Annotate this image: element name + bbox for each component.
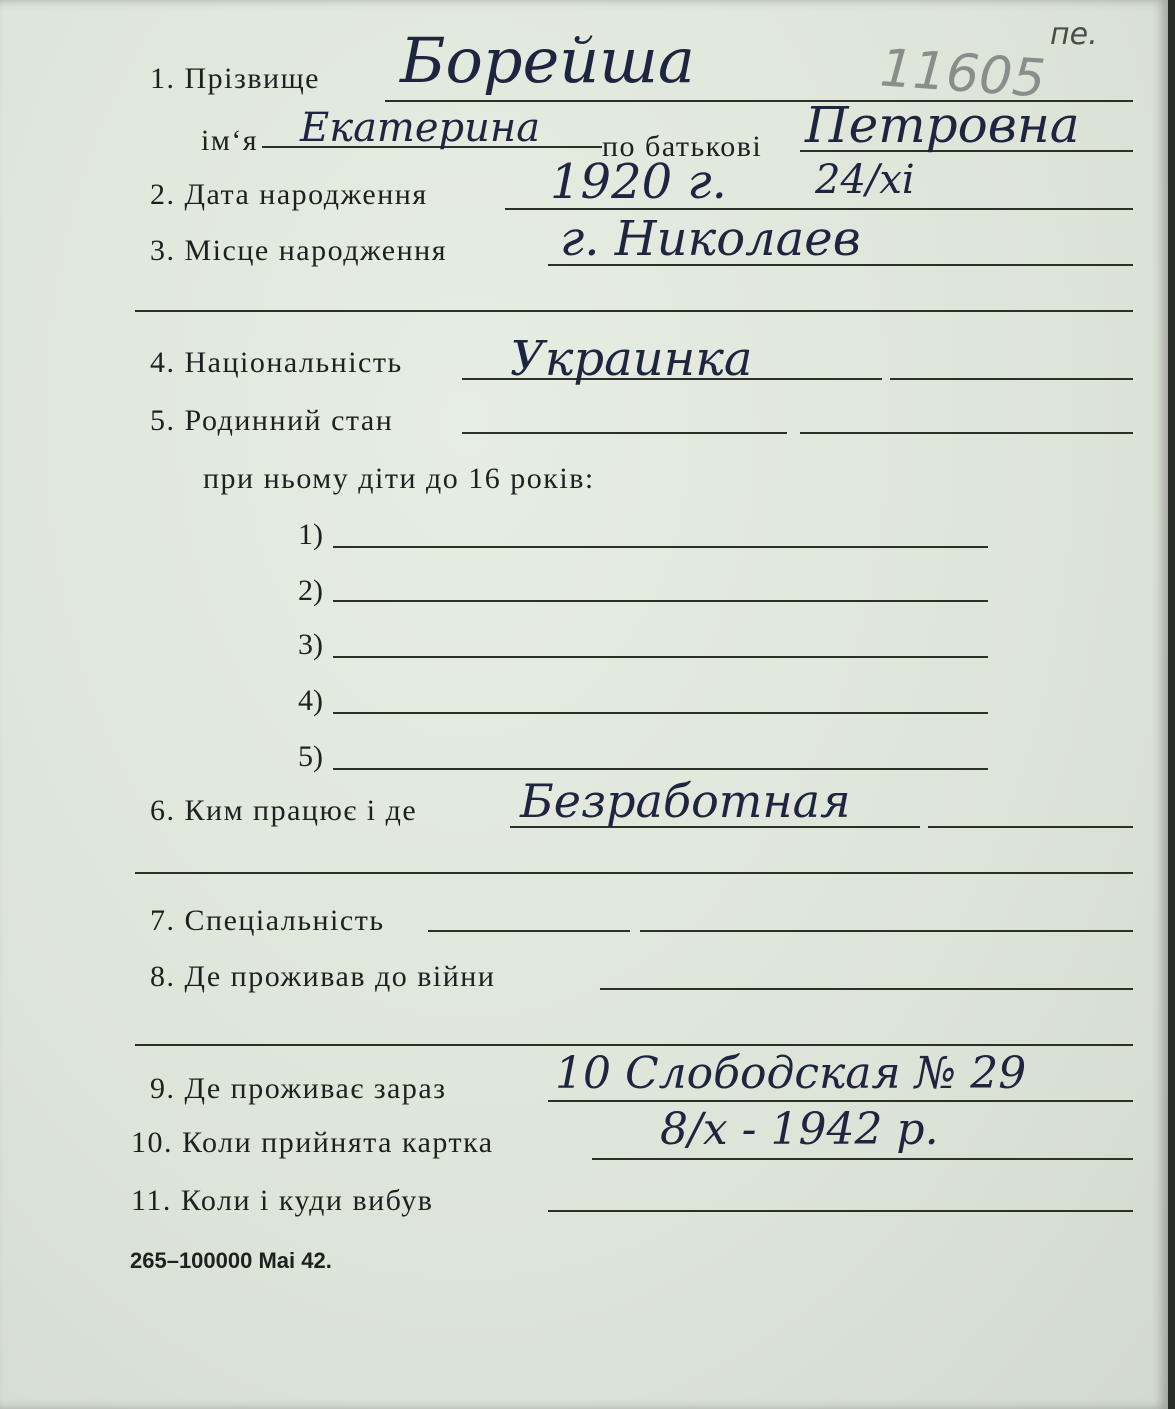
birth-date-day: 24/xi bbox=[815, 157, 915, 203]
work-line-3 bbox=[135, 872, 1133, 874]
departure-line bbox=[548, 1210, 1133, 1212]
birth-date-label: 2. Дата народження bbox=[150, 178, 428, 211]
specialty-line-2 bbox=[640, 930, 1133, 932]
birth-date-year: 1920 г. bbox=[550, 154, 727, 210]
current-residence-label: 9. Де проживає зараз bbox=[150, 1072, 447, 1105]
prewar-residence-line bbox=[600, 988, 1133, 990]
patronymic-label: по батькові bbox=[602, 130, 763, 163]
specialty-label: 7. Спеціальність bbox=[150, 904, 385, 937]
child-1-label: 1) bbox=[298, 518, 323, 551]
birth-place-line-2 bbox=[135, 310, 1133, 312]
pencil-note: пе. bbox=[1050, 17, 1098, 52]
birth-place-value: г. Николаев bbox=[560, 211, 861, 267]
surname-value: Борейша bbox=[400, 24, 695, 97]
work-value: Безработная bbox=[520, 774, 851, 828]
current-residence-value: 10 Слободская № 29 bbox=[555, 1048, 1027, 1099]
child-5-label: 5) bbox=[298, 740, 323, 773]
family-status-line-2 bbox=[800, 432, 1133, 434]
prewar-residence-label: 8. Де проживав до війни bbox=[150, 960, 496, 993]
patronymic-value: Петровна bbox=[805, 96, 1080, 154]
first-name-value: Екатерина bbox=[300, 105, 541, 151]
print-code: 265–100000 Mai 42. bbox=[130, 1248, 332, 1273]
card-accepted-label: 10. Коли прийнята картка bbox=[131, 1126, 494, 1159]
child-3-label: 3) bbox=[298, 628, 323, 661]
birth-place-label: 3. Місце народження bbox=[150, 234, 448, 267]
child-3-line bbox=[333, 656, 988, 658]
specialty-line bbox=[428, 930, 630, 932]
work-label: 6. Ким працює і де bbox=[150, 794, 418, 827]
surname-label: 1. Прізвище bbox=[150, 62, 320, 95]
nationality-label: 4. Національність bbox=[150, 346, 403, 379]
family-status-line bbox=[462, 432, 787, 434]
child-2-label: 2) bbox=[298, 574, 323, 607]
child-4-label: 4) bbox=[298, 684, 323, 717]
first-name-label: ім‘я bbox=[201, 124, 259, 157]
child-4-line bbox=[333, 712, 988, 714]
family-status-label: 5. Родинний стан bbox=[150, 404, 394, 437]
prewar-residence-line-2 bbox=[135, 1044, 1133, 1046]
nationality-line-2 bbox=[890, 378, 1133, 380]
child-1-line bbox=[333, 546, 988, 548]
work-line-2 bbox=[928, 826, 1133, 828]
nationality-value: Украинка bbox=[510, 331, 753, 387]
child-5-line bbox=[333, 768, 988, 770]
current-residence-line bbox=[548, 1100, 1133, 1102]
card-accepted-value: 8/x - 1942 р. bbox=[660, 1104, 939, 1155]
child-2-line bbox=[333, 600, 988, 602]
card-accepted-line bbox=[592, 1158, 1133, 1160]
departure-label: 11. Коли і куди вибув bbox=[131, 1184, 434, 1217]
pencil-number: 11605 bbox=[878, 38, 1048, 110]
children-label: при ньому діти до 16 років: bbox=[203, 462, 595, 495]
